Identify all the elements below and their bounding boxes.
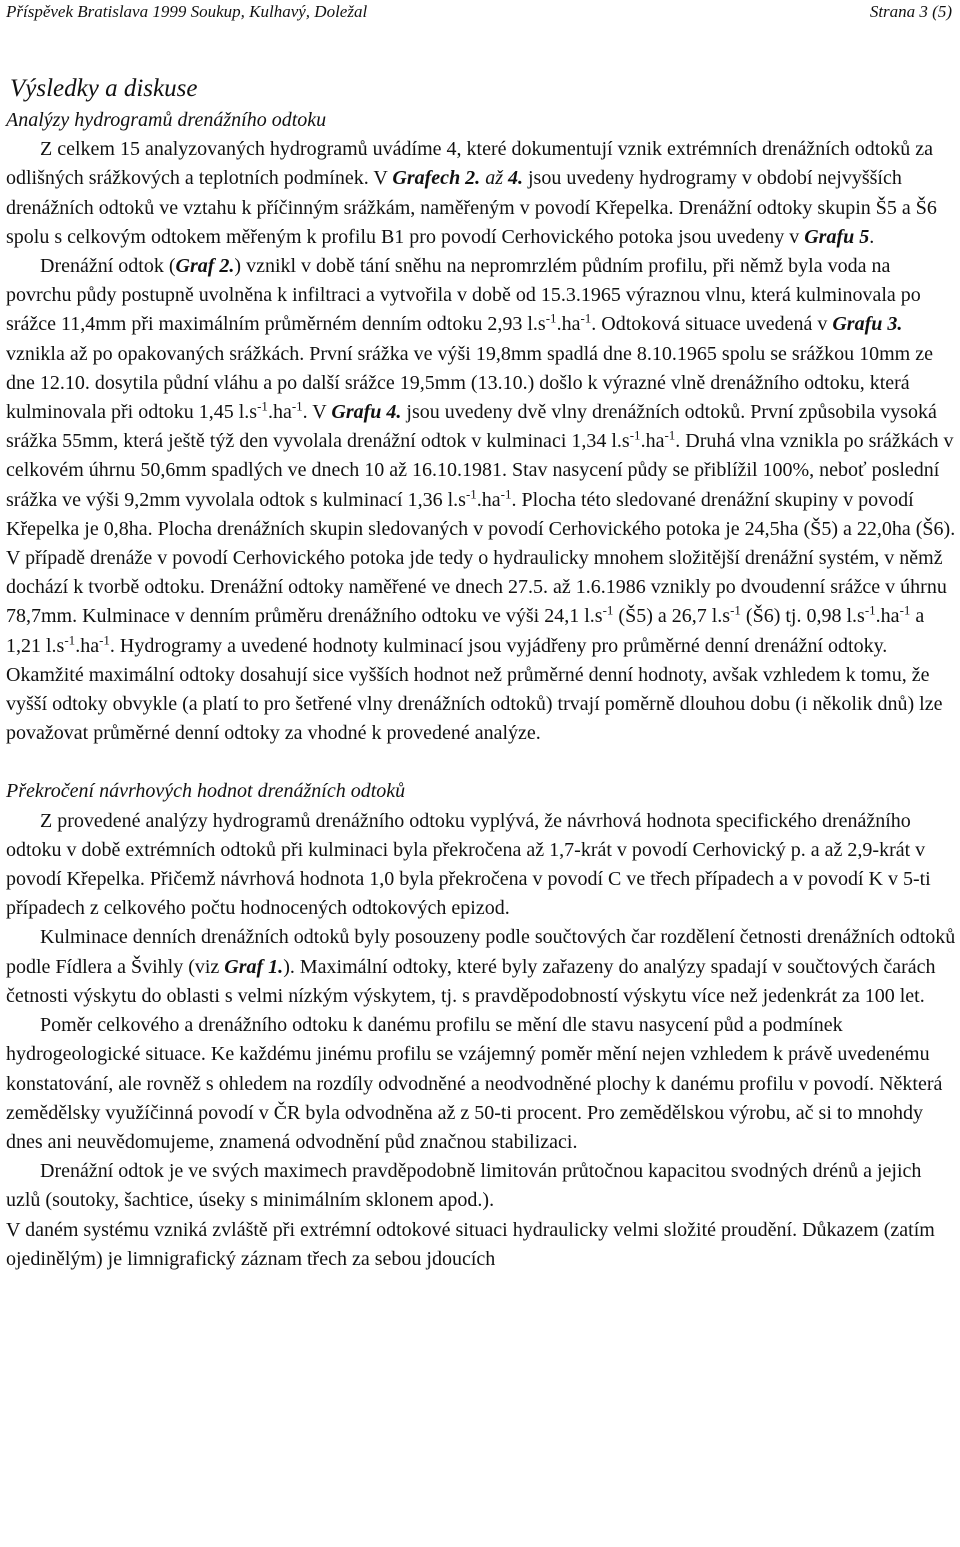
paragraph: Drenážní odtok (Graf 2.) vznikl v době tání sněhu na nepromrzlém půdním profilu, při němž byla voda na povrchu půdy postupně uvolněna k infiltraci a vytvořila v době od 15.3.1965 výraznou vlnu, která kulminovala po srážce 11,4mm při maximálním průměrném denním odtoku 2,93 $l.s^{-1}.ha^{-1}$. Odtoková situace uvedená v Grafu 3. vznikla až po opakovaných srážkách. První srážka ve výši 19,8mm spadlá dne 8.10.1965 spolu se srážkou 10mm ze dne 12.10. dosytila půdní vláhu a po další srážce 19,5mm (13.10.) došlo k výrazné vlně drenážního odtoku, která kulminovala při odtoku 1,45 $l.s^{-1}.ha^{-1}$. V Grafu 4. jsou uvedeny dvě vlny drenážních odtoků. První způsobila vysoká srážka 55mm, která ještě týž den vyvolala drenážní odtok v kulminaci 1,34 $l.s^{-1}.ha^{-1}$. Druhá vlna vznikla po srážkách v celkovém úhrnu 50,6mm spadlých ve dnech 10 až 16.10.1981. Stav nasycení půdy se přiblížil 100%, neboť poslední srážka ve výši 9,2mm vyvolala odtok s kulminací 1,36 $l.s^{-1}.ha^{-1}$. Plocha této sledované drenážní skupiny v povodí Křepelka je 0,8ha. Plocha drenážních skupin sledovaných v povodí Cerhovického potoka je 24,5ha (Š5) a 22,0ha (Š6). V případě drenáže v povodí Cerhovického potoka jde tedy o hydraulicky mnohem složitější drenážní systém, v němž dochází k tvorbě odtoku. Drenážní odtoky naměřené ve dnech 27.5. až 1.6.1986 vznikly po dvoudenní srážce v úhrnu 78,7mm. Kulminace v denním průměru drenážního odtoku ve výši 24,1 $l.s^{-1}$ (Š5) a 26,7 $l.s^{-1}$ (Š6) tj. 0,98 $l.s^{-1}.ha^{-1}$ a 1,21 $l.s^{-1}.ha^{-1}$. Hydrogramy a uvedené hodnoty kulminací jsou vyjádřeny pro průměrné denní drenážní odtoky. Okamžité maximální odtoky dosahují sice vyšších hodnot než průměrné denní hodnoty, avšak vzhledem k tomu, že vyšší odtoky obvykle (a platí to pro šetřené vlny drenážních odtoků) trvají poměrně dlouhou dobu (i několik dnů) lze považovat průměrné denní odtoky za vhodné k provedené analýze. [6,255,956,745]
page-header [6,2,952,22]
paragraph: Z celkem 15 analyzovaných hydrogramů uvádíme 4, které dokumentují vznik extrémních drenážních odtoků za odlišných srážkových a teplotních podmínek. V Grafech 2. až 4. jsou uvedeny hydrogramy v období nejvyšších drenážních odtoků ve vztahu k příčinným srážkám, naměřeným v povodí Křepelka. Drenážní odtoky skupin Š5 a Š6 spolu s celkovým odtokem měřeným k profilu B1 pro povodí Cerhovického potoka jsou uvedeny v Grafu 5. [6,138,937,248]
section-title: Výsledky a diskuse [10,75,198,102]
spacer [6,748,956,777]
page-body [6,72,956,1274]
paragraph: Kulminace denních drenážních odtoků byly posouzeny podle součtových čar rozdělení četnosti drenážních odtoků podle Fídlera a Švihly (viz Graf 1.). Maximální odtoky, které byly zařazeny do analýzy spadají v součtových čarách četnosti výskytu do oblasti s velmi nízkým výskytem, tj. s pravděpodobností výskytu více než jedenkrát za 100 let. [6,926,956,1007]
paragraph: Drenážní odtok je ve svých maximech pravděpodobně limitován průtočnou kapacitou svodných drénů a jejich uzlů (soutoky, šachtice, úseky s minimálním sklonem apod.). [6,1160,922,1212]
page-number: Strana 3 (5) [869,2,952,21]
paragraph: V daném systému vzniká zvláště při extrémní odtokové situaci hydraulicky velmi složité proudění. Důkazem (zatím ojedinělým) je limnigrafický záznam třech za sebou jdoucích [6,1218,935,1270]
header-left: Příspěvek Bratislava 1999 Soukup, Kulhavý, Doležal [6,2,368,21]
subsection-heading-exceedance: Překročení návrhových hodnot drenážních odtoků [6,780,406,803]
subsection-heading-analyses: Analýzy hydrogramů drenážního odtoku [6,109,327,131]
paragraph: Z provedené analýzy hydrogramů drenážního odtoku vyplývá, že návrhová hodnota specifického drenážního odtoku v době extrémních odtoků při kulminaci byla překročena až 1,7-krát v povodí Cerhovický p. a až 2,9-krát v povodí Křepelka. Přičemž návrhová hodnota 1,0 byla překročena v povodí C ve třech případech a v povodí K v 5-ti případech z celkového počtu hodnocených odtokových epizod. [6,809,931,920]
paragraph: Poměr celkového a drenážního odtoku k danému profilu se mění dle stavu nasycení půd a podmínek hydrogeologické situace. Ke každému jinému profilu se vzájemný poměr mění nejen vzhledem k právě uvedenému konstatování, ale rovněž s ohledem na rozdíly odvodněné a neodvodněné plochy k danému profilu v povodí. Některá zemědělsky využíčinná povodí v ČR byla odvodněna až z 50-ti procent. Pro zemědělskou výrobu, ač si to mnohdy dnes ani neuvědomujeme, znamená odvodnění půd značnou stabilizaci. [6,1014,943,1153]
